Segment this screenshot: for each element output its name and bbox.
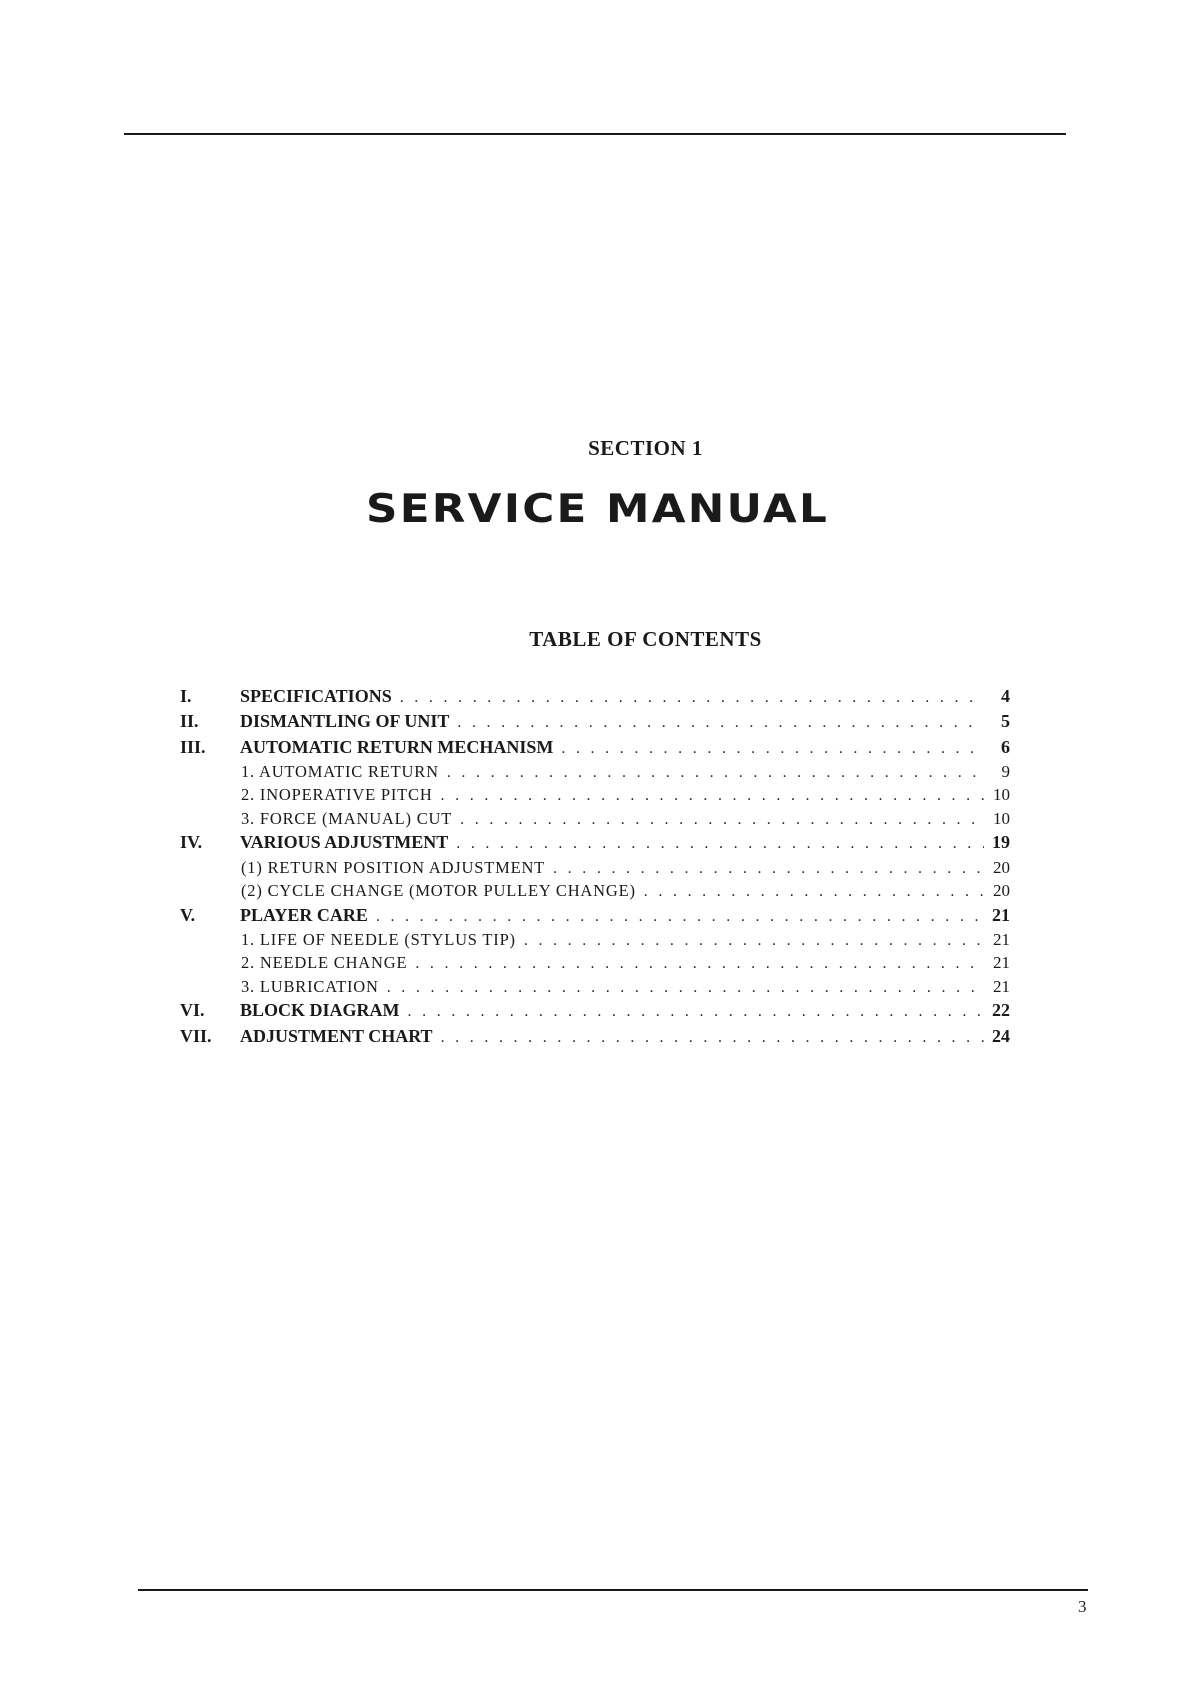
toc-entry-line bbox=[240, 709, 1010, 735]
toc-entry-line bbox=[240, 903, 1010, 929]
toc-entry-line bbox=[241, 856, 1010, 881]
toc-entry-page: 22 bbox=[992, 1000, 1010, 1021]
toc-entry bbox=[180, 709, 1010, 734]
toc-entry-numeral: III. bbox=[180, 736, 206, 757]
toc-entry bbox=[180, 903, 1010, 928]
toc-entry-line bbox=[241, 951, 1010, 976]
toc-entry-line bbox=[240, 735, 1010, 761]
bottom-rule bbox=[138, 1589, 1088, 1591]
toc-entry-title: (1) RETURN POSITION ADJUSTMENT bbox=[241, 857, 546, 877]
toc-entry-numeral: VI. bbox=[180, 1000, 205, 1021]
top-rule bbox=[124, 133, 1066, 135]
toc-entry-title: VARIOUS ADJUSTMENT bbox=[240, 832, 449, 853]
toc-entry-page: 21 bbox=[993, 929, 1010, 949]
toc-heading-text: TABLE OF CONTENTS bbox=[529, 627, 762, 651]
toc-entry-line bbox=[241, 807, 1010, 832]
manual-title: SERVICE MANUAL bbox=[366, 487, 830, 532]
toc-entry-line bbox=[241, 928, 1010, 953]
toc-entry-page: 6 bbox=[1001, 736, 1010, 757]
toc-entry bbox=[180, 998, 1010, 1023]
toc-dot-leader bbox=[457, 710, 984, 735]
toc-dot-leader bbox=[400, 685, 984, 710]
toc-dot-leader bbox=[387, 976, 984, 1000]
toc-entry-numeral: V. bbox=[180, 904, 196, 925]
toc-entry-numeral: I. bbox=[180, 686, 192, 706]
toc-entry-title: (2) CYCLE CHANGE (MOTOR PULLEY CHANGE) bbox=[241, 881, 636, 901]
toc-entry-page: 4 bbox=[1001, 686, 1010, 706]
toc-entry-line bbox=[240, 1024, 1010, 1050]
toc-entry bbox=[180, 735, 1010, 760]
toc-entry-title: 1. AUTOMATIC RETURN bbox=[241, 761, 439, 781]
toc-heading bbox=[0, 627, 1191, 652]
toc-dot-leader bbox=[456, 831, 984, 856]
toc-entry bbox=[180, 760, 1010, 784]
toc-entry-page: 21 bbox=[993, 976, 1010, 996]
toc-entry-line bbox=[240, 998, 1010, 1024]
toc-dot-leader bbox=[524, 929, 984, 953]
toc-entry bbox=[180, 807, 1010, 831]
toc-entry-page: 21 bbox=[992, 904, 1010, 925]
toc-entry-numeral: IV. bbox=[180, 832, 203, 853]
toc-entry-numeral: VII. bbox=[180, 1025, 212, 1046]
toc-dot-leader bbox=[447, 761, 984, 785]
toc-entry-page: 24 bbox=[992, 1025, 1010, 1046]
toc-entry-title: SPECIFICATIONS bbox=[240, 686, 392, 706]
toc-entry-line bbox=[241, 879, 1010, 904]
toc-dot-leader bbox=[376, 904, 984, 929]
toc-entry-title: AUTOMATIC RETURN MECHANISM bbox=[240, 736, 554, 757]
toc-entry-page: 5 bbox=[1001, 711, 1010, 732]
toc-entry-line bbox=[241, 760, 1010, 785]
toc-dot-leader bbox=[408, 999, 984, 1024]
toc-entry-line bbox=[241, 975, 1010, 1000]
toc-dot-leader bbox=[553, 857, 984, 881]
toc-entry bbox=[180, 879, 1010, 903]
toc-entry bbox=[180, 684, 1010, 709]
page-number: 3 bbox=[1078, 1597, 1087, 1616]
toc-entry-page: 10 bbox=[993, 785, 1010, 805]
toc-dot-leader bbox=[644, 880, 984, 904]
toc-dot-leader bbox=[460, 808, 984, 832]
toc-entry-page: 20 bbox=[993, 857, 1010, 877]
toc-dot-leader bbox=[441, 1025, 984, 1050]
toc-entry-title: 2. INOPERATIVE PITCH bbox=[241, 785, 433, 805]
toc-entry bbox=[180, 783, 1010, 807]
toc-entry bbox=[180, 975, 1010, 999]
toc-entry-page: 20 bbox=[993, 881, 1010, 901]
toc-entry-title: PLAYER CARE bbox=[240, 904, 368, 925]
toc-entry-line bbox=[240, 830, 1010, 856]
toc-entry-page: 10 bbox=[993, 808, 1010, 828]
toc-entry-title: ADJUSTMENT CHART bbox=[240, 1025, 433, 1046]
toc-entry-line bbox=[240, 684, 1010, 710]
toc-entry-title: 1. LIFE OF NEEDLE (STYLUS TIP) bbox=[241, 929, 516, 949]
table-of-contents bbox=[180, 684, 1010, 1049]
toc-dot-leader bbox=[415, 952, 984, 976]
section-label bbox=[0, 436, 1191, 461]
toc-entry-line bbox=[241, 783, 1010, 808]
toc-entry bbox=[180, 1024, 1010, 1049]
toc-entry bbox=[180, 951, 1010, 975]
toc-entry-title: 2. NEEDLE CHANGE bbox=[241, 953, 408, 973]
toc-entry-page: 9 bbox=[1001, 761, 1010, 781]
toc-entry-numeral: II. bbox=[180, 711, 199, 732]
toc-entry bbox=[180, 928, 1010, 952]
section-label-text: SECTION 1 bbox=[588, 436, 703, 460]
toc-entry-title: DISMANTLING OF UNIT bbox=[240, 711, 450, 732]
toc-entry-page: 21 bbox=[993, 953, 1010, 973]
toc-dot-leader bbox=[441, 784, 984, 808]
toc-dot-leader bbox=[561, 736, 984, 761]
toc-entry-title: 3. LUBRICATION bbox=[241, 976, 379, 996]
toc-entry-title: BLOCK DIAGRAM bbox=[240, 1000, 400, 1021]
toc-entry-page: 19 bbox=[992, 832, 1010, 853]
toc-entry bbox=[180, 830, 1010, 855]
toc-entry bbox=[180, 856, 1010, 880]
toc-entry-title: 3. FORCE (MANUAL) CUT bbox=[241, 808, 453, 828]
